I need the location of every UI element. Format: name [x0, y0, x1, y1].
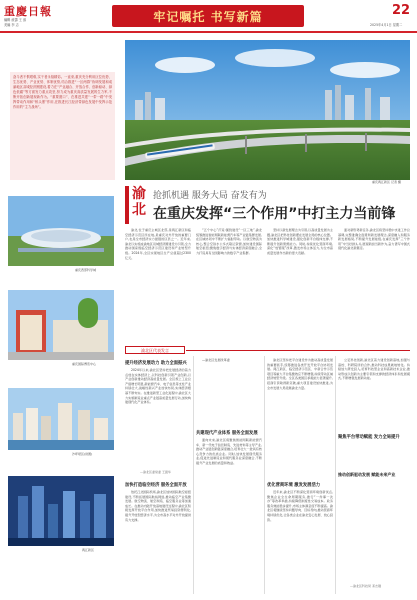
column-divider-3 [335, 356, 336, 594]
article-1-text: 2024年以来,渝北区坚持把发展经济的着力点放在实体经济上,以科技创新引领产业创新,以产业创新推动经济高质量发展。全区规上工业总产值增长明显,新能源汽车、电子信息等支柱产业持续壮大,战略性新兴产业加快布局,实体经济根基不断夯实。在推进新型工业化进程中,渝北区大力实施制造业重点产业链高质量发展行动,加快构建现代化产业体系。 [125, 368, 191, 405]
article-5-body [267, 490, 333, 590]
left-photo-4 [8, 476, 114, 546]
article-6-byline: —渝北区科技局 邓志刚 [350, 584, 381, 588]
headline-block [125, 186, 410, 226]
column-divider-1 [193, 356, 194, 594]
lead-column-2 [196, 228, 262, 340]
left-photo-4-caption: 两江新区 [82, 548, 95, 552]
section-title: 渝北区代表发言 [125, 346, 185, 354]
headline-tag: 渝北 [132, 186, 146, 218]
lead-paragraph-2: “五个中心”打造:围绕建设“一区三地”,渝北统筹推进智能网联新能源汽车等产业链集群发展,在区域协同中不断扩大辐射带动。以航空物流为核心,整合空铁水公多式联运资源,加快建设国际航空枢纽;聚焦数字经济与实体经济深度融合,全力打造具有全国影响力的数字产业集群。 [196, 228, 262, 255]
left-photo-1-caption: 重庆西部科学城 [75, 268, 97, 272]
article-3-text: 面向未来,渝北区将聚焦智能网联新能源汽车、新一代电子信息制造、先进材料等主导产业,推动产业链创新链深度融合,培育壮大一批具有核心竞争力的优质企业。同时,加快发展现代服务业,促进先进制造业和现代服务业深度融合,不断提升产业发展的质量和效益。 [196, 438, 262, 465]
intro-block [10, 72, 115, 180]
left-photo-2-caption: 重庆国际博览中心 [72, 362, 97, 366]
article-2-body [125, 490, 191, 590]
article-4-body [267, 358, 333, 478]
intro-text: 奋斗者不惧艰难,实干者永续精彩。一直来,重庆充分利用区位优势、生态优势、产业优势、体制优势,结合推进“一区两群”协调发展和成渝地区双城经济圈建设,着力在“产业融合、开放合作、创新驱动、绿色低碳”等方面发力重点攻坚,努力成为重庆高质量发展的生力军,不断开拓创新展现新作为。“重要窗口”、在推进共建“一带一路”中发挥带动作用和“桥头堡”作用,在推进长江经济带绿色发展中发挥示范作用的“主力战场”。 [13, 75, 112, 109]
section-rule [186, 350, 410, 351]
headline-main: 在重庆发挥“三个作用”中打主力当前锋 [153, 206, 396, 222]
expo-center-illustration [8, 290, 114, 360]
article-5-title: 优化营商环境 激发发展活力 [267, 483, 321, 488]
night-skyline-illustration [8, 476, 114, 546]
article-4-text: 渝北区坚持把平台建设作为推动高质量发展的重要抓手,统筹推进各类开发开放平台协同发展。两江新区、临空经济示范区、中新合作示范项目等重大平台集聚效应不断增强,持续带动区域经济转型升级。全区各类园区承载能力显著提升,招商引资取得新突破,重大项目建设加快推进,为全市发展大局贡献渝北力量。 [267, 358, 333, 390]
lead-paragraph-3: 坚持以新发展理念为引领,以高质量发展为主题,渝北区把科技创新摆在发展全局的核心位置。加快推进科学城建设,强化创新平台载体支撑,不断提升创新策源能力。同时,持续优化营商环境,深化“放管服”改革,激发市场主体活力,为全市高质量发展作出新的更大贡献。 [267, 228, 333, 255]
issue-date: 2025年4月1日 星期二 [370, 23, 403, 27]
river-town-illustration [8, 388, 114, 450]
headline-accent-bar [125, 186, 129, 224]
article-6-text: 立足科技创新,渝北区着力建设创新高地,加强与高校、科研院所的合作,推动科技成果就地转化。持续加大研发投入,培育科技型企业和高新技术企业,推动形成以创新为主要引领和支撑的经济体系和发展模式,不断增强发展新动能。 [338, 358, 410, 381]
lead-paragraph-4: 面对新形势新任务,渝北区将坚持稳中求进工作总基调,完整准确全面贯彻新发展理念,深度融入和服务新发展格局,不断提升发展能级,在重庆发挥“三个作用”中当好排头兵,展现新担当新作为,奋力谱写中国式现代化渝北新篇章。 [338, 228, 410, 251]
article-2-title: 加快打造临空经济 服务全面开放 [125, 483, 187, 488]
lead-column-3 [267, 228, 333, 340]
article-3-body [196, 438, 262, 588]
lead-paragraph-1: 渝北,位于重庆主城区北部,是两江新区和临空经济示范区所在地,是重庆对外开放的重要门户,也是全市经济实力最强的区县之一。近年来,渝北以实施成渝地区双城经济圈建设为引领,全力推动国家级临空经济示范区建设和产业转型升级。2024年,全区实现地区生产总值超过2300亿元。 [125, 228, 191, 260]
article-6-title: 推动创新驱动发展 赋能未来产业 [338, 472, 396, 477]
top-photo-caption: 重庆两江新区 记者 摄 [372, 180, 401, 184]
lead-column-4 [338, 228, 410, 340]
banner-title: 牢记嘱托 书写新篇 [153, 10, 263, 24]
section-banner [112, 5, 304, 27]
article-3-title: 共建现代产业体系 服务全面发展 [196, 431, 258, 436]
article-6-body-top [338, 358, 410, 430]
headline-subtitle: 抢抓机遇 服务大局 奋发有为 [153, 191, 267, 201]
left-photo-1 [8, 196, 114, 266]
top-photo-panorama [125, 40, 410, 180]
city-panorama-illustration [125, 40, 410, 180]
page-number: 22 [392, 3, 411, 18]
lead-column-1 [125, 228, 191, 340]
column-divider-2 [264, 356, 265, 594]
editor-line: 編輯 統籌 王 維 [4, 18, 27, 22]
masthead [0, 0, 417, 33]
article-2-byline-text: —渝北区发展改革委 [202, 358, 230, 362]
article-5-text: 近年来,渝北区不断深化营商环境创新试点,聚焦企业全生命周期服务,推行“一件事一次办”等改革举措,持续降低制度性交易成本。政务服务效能稳步提升,市场主体满意度不断提高。渝北区将继续坚持问题导向、目标导向,推动营商环境持续优化,让各类企业在渝北安心发展、放心投资。 [267, 490, 333, 522]
left-photo-3-caption: 沙坪坝区(供图) [72, 452, 93, 456]
article-2-text: 依托江北国际机场,渝北区加快国际航空枢纽建设,不断拓展国际航线网络,推动临空产业集聚发展。航空物流、航空制造、临空服务业等加速成长。在推动内陆开放高地建设过程中,渝北区积极发挥开放平台作用,加快推进贸易投资便利化,提升开放型经济水平,为全市高水平对外开放提供有力支撑。 [125, 490, 191, 522]
article-4-title: 聚焦平台带动赋能 发力全局提升 [338, 435, 400, 440]
left-photo-3 [8, 388, 114, 450]
science-city-illustration [8, 196, 114, 266]
newspaper-logo: 重慶日報 [4, 5, 52, 18]
left-photo-2 [8, 290, 114, 360]
article-1-body [125, 368, 191, 468]
designer-line: 美編 李 志 [4, 23, 19, 27]
article-2-continued [196, 358, 262, 428]
article-1-title: 提升经济发展动力 助力全面振兴 [125, 361, 187, 366]
article-1-byline: —渝北区委常委 王振华 [140, 470, 171, 474]
